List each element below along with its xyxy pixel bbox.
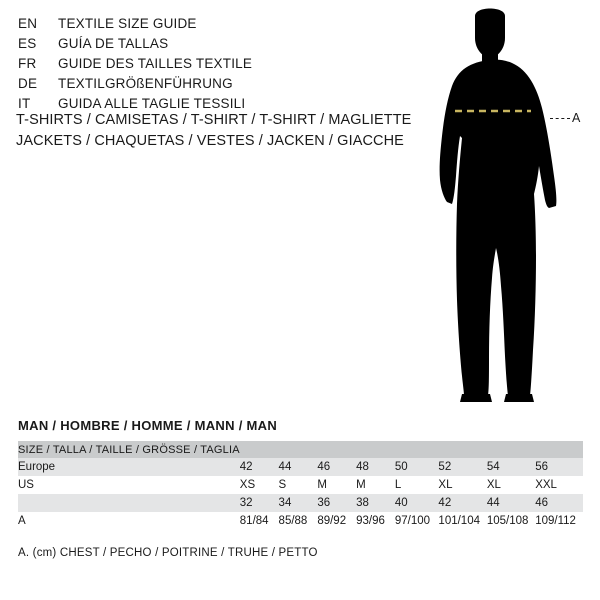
cell: L	[395, 476, 439, 494]
cell: 105/108	[487, 512, 535, 530]
table-row	[18, 441, 583, 458]
table-row	[18, 494, 583, 512]
language-code: FR	[18, 56, 37, 71]
cell	[317, 441, 356, 458]
cell: 36	[317, 494, 356, 512]
cell: 109/112	[535, 512, 583, 530]
language-row	[18, 14, 398, 34]
cell: S	[279, 476, 318, 494]
table-row	[18, 476, 583, 494]
language-row	[18, 54, 398, 74]
language-code: ES	[18, 36, 37, 51]
cell: 38	[356, 494, 395, 512]
language-row	[18, 34, 398, 54]
cell: XL	[438, 476, 486, 494]
cell: 48	[356, 458, 395, 476]
row-label: SIZE / TALLA / TAILLE / GRÖSSE / TAGLIA	[18, 441, 240, 458]
table-row	[18, 512, 583, 530]
language-text: GUÍA DE TALLAS	[58, 36, 169, 51]
cell: 50	[395, 458, 439, 476]
cell: 46	[317, 458, 356, 476]
row-label: A	[18, 512, 240, 530]
language-code: IT	[18, 96, 31, 111]
cell: M	[317, 476, 356, 494]
language-text: GUIDA ALLE TAGLIE TESSILI	[58, 96, 246, 111]
measure-marker-label: A	[572, 111, 581, 125]
cell	[535, 441, 583, 458]
cell: 34	[279, 494, 318, 512]
language-code: EN	[18, 16, 38, 31]
cell: 85/88	[279, 512, 318, 530]
cell	[240, 441, 279, 458]
row-label: Europe	[18, 458, 240, 476]
garment-categories	[16, 110, 411, 152]
cell: 101/104	[438, 512, 486, 530]
size-table	[18, 441, 583, 530]
category-jackets: JACKETS / CHAQUETAS / VESTES / JACKEN / GIACCHE	[16, 133, 404, 149]
cell: 89/92	[317, 512, 356, 530]
language-list	[18, 14, 398, 114]
cell: 32	[240, 494, 279, 512]
language-code: DE	[18, 76, 38, 91]
cell: 52	[438, 458, 486, 476]
footnote: A. (cm) CHEST / PECHO / POITRINE / TRUHE / PETTO	[18, 547, 318, 559]
language-text: TEXTILE SIZE GUIDE	[58, 16, 197, 31]
cell: XL	[487, 476, 535, 494]
cell	[487, 441, 535, 458]
cell: XXL	[535, 476, 583, 494]
table-row	[18, 458, 583, 476]
cell: XS	[240, 476, 279, 494]
cell: 44	[279, 458, 318, 476]
cell: 54	[487, 458, 535, 476]
language-text: GUIDE DES TAILLES TEXTILE	[58, 56, 253, 71]
language-text: TEXTILGRÖßENFÜHRUNG	[58, 76, 233, 91]
row-label: US	[18, 476, 240, 494]
cell	[438, 441, 486, 458]
cell: 56	[535, 458, 583, 476]
silhouette-icon	[400, 8, 600, 408]
cell: 81/84	[240, 512, 279, 530]
cell	[395, 441, 439, 458]
cell: 42	[438, 494, 486, 512]
cell: 44	[487, 494, 535, 512]
cell	[279, 441, 318, 458]
cell: 97/100	[395, 512, 439, 530]
language-row	[18, 74, 398, 94]
cell	[356, 441, 395, 458]
male-silhouette-figure	[400, 8, 600, 408]
category-tshirts: T-SHIRTS / CAMISETAS / T-SHIRT / T-SHIRT / MAGLIETTE	[16, 112, 412, 128]
cell: 46	[535, 494, 583, 512]
cell: 93/96	[356, 512, 395, 530]
cell: M	[356, 476, 395, 494]
row-label	[18, 494, 240, 512]
cell: 42	[240, 458, 279, 476]
measure-leader-line	[550, 118, 570, 119]
cell: 40	[395, 494, 439, 512]
table-title: MAN / HOMBRE / HOMME / MANN / MAN	[18, 418, 278, 433]
